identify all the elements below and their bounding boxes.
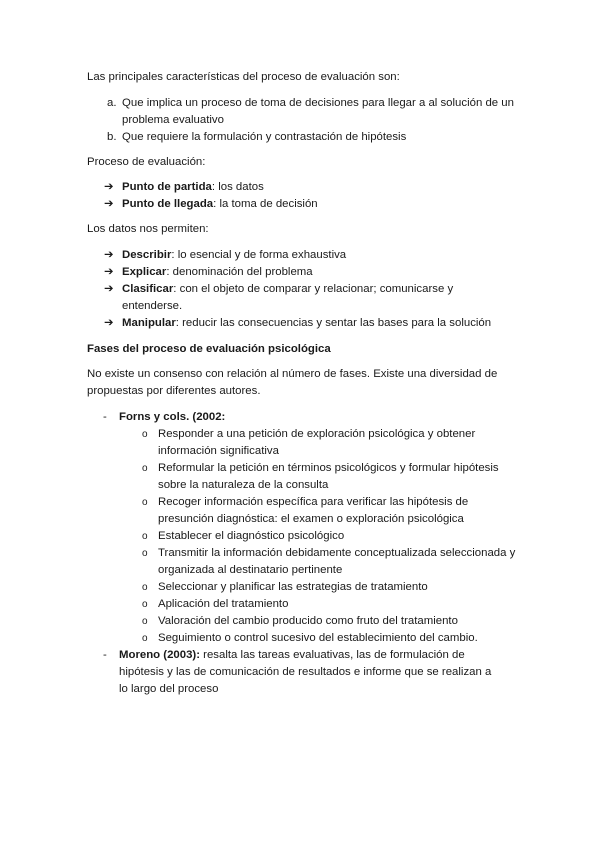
circle-bullet: o (142, 497, 148, 508)
circle-bullet: o (142, 616, 148, 627)
datos-item (104, 315, 514, 332)
proceso-label: Proceso de evaluación: (87, 156, 206, 168)
characteristic-text: Que requiere la formulación y contrastación de hipótesis (122, 131, 407, 143)
phase-item (142, 630, 517, 647)
characteristic-item (107, 129, 517, 146)
intro-paragraph: Las principales características del proceso de evaluación son: (87, 71, 400, 83)
term: Clasificar (122, 283, 174, 295)
circle-bullet: o (142, 582, 148, 593)
term-description: : la toma de decisión (213, 198, 318, 210)
proceso-item (104, 196, 514, 213)
phase-text: Establecer el diagnóstico psicológico (158, 530, 345, 542)
circle-bullet: o (142, 463, 148, 474)
author-item (103, 409, 513, 426)
dash-bullet: - (103, 411, 107, 423)
phase-text: Valoración del cambio producido como fruto del tratamiento (158, 615, 458, 627)
phase-item (142, 613, 517, 630)
list-marker: a. (107, 97, 117, 109)
characteristic-item (107, 95, 517, 129)
characteristic-text: Que implica un proceso de toma de decisiones para llegar a al solución de un problema evaluativo (122, 97, 514, 126)
arrow-right-icon: ➔ (104, 266, 114, 278)
phase-item (142, 460, 517, 494)
proceso-item (104, 179, 514, 196)
circle-bullet: o (142, 531, 148, 542)
arrow-right-icon: ➔ (104, 249, 114, 261)
term: Punto de partida (122, 181, 212, 193)
circle-bullet: o (142, 599, 148, 610)
circle-bullet: o (142, 633, 148, 644)
datos-label: Los datos nos permiten: (87, 223, 209, 235)
section-heading: Fases del proceso de evaluación psicológica (87, 343, 331, 355)
term-description: : con el objeto de comparar y relacionar; comunicarse y entenderse. (122, 283, 454, 312)
phase-item (142, 545, 517, 579)
term-description: : denominación del problema (166, 266, 313, 278)
phase-text: Reformular la petición en términos psicológicos y formular hipótesis sobre la naturaleza de la consulta (158, 462, 499, 491)
phase-text: Aplicación del tratamiento (158, 598, 289, 610)
phase-item (142, 426, 517, 460)
list-marker: b. (107, 131, 117, 143)
phase-text: Transmitir la información debidamente conceptualizada seleccionada y organizada al destinatario pertinente (158, 547, 516, 576)
term-description: : lo esencial y de forma exhaustiva (171, 249, 347, 261)
term-description: : los datos (211, 181, 264, 193)
phase-item (142, 579, 517, 596)
datos-item (104, 281, 499, 315)
phase-text: Responder a una petición de exploración psicológica y obtener información significativa (158, 428, 476, 457)
phase-text: Recoger información específica para verificar las hipótesis de presunción diagnóstica: el examen o exploración psicológica (158, 496, 469, 525)
term: Manipular (122, 317, 176, 329)
phase-text: Seleccionar y planificar las estrategias de tratamiento (158, 581, 428, 593)
circle-bullet: o (142, 548, 148, 559)
arrow-right-icon: ➔ (104, 181, 114, 193)
arrow-right-icon: ➔ (104, 283, 114, 295)
phase-item (142, 596, 517, 613)
phase-text: Seguimiento o control sucesivo del establecimiento del cambio. (158, 632, 478, 644)
term: Describir (122, 249, 172, 261)
phase-item (142, 528, 517, 545)
author-description: resalta las tareas evaluativas, las de formulación de hipótesis y las de comunicación de resultados e informe que se realizan a lo largo del proceso (119, 649, 492, 695)
datos-item (104, 264, 514, 281)
term: Punto de llegada (122, 198, 214, 210)
dash-bullet: - (103, 649, 107, 661)
datos-item (104, 247, 514, 264)
arrow-right-icon: ➔ (104, 317, 114, 329)
term-description: : reducir las consecuencias y sentar las bases para la solución (175, 317, 492, 329)
author-item (103, 647, 503, 698)
fases-intro-paragraph: No existe un consenso con relación al número de fases. Existe una diversidad de propuestas por diferentes autores. (87, 368, 498, 397)
arrow-right-icon: ➔ (104, 198, 114, 210)
author-name: Moreno (2003): (119, 649, 201, 661)
author-name: Forns y cols. (2002: (119, 411, 226, 423)
circle-bullet: o (142, 429, 148, 440)
phase-item (142, 494, 517, 528)
term: Explicar (122, 266, 167, 278)
